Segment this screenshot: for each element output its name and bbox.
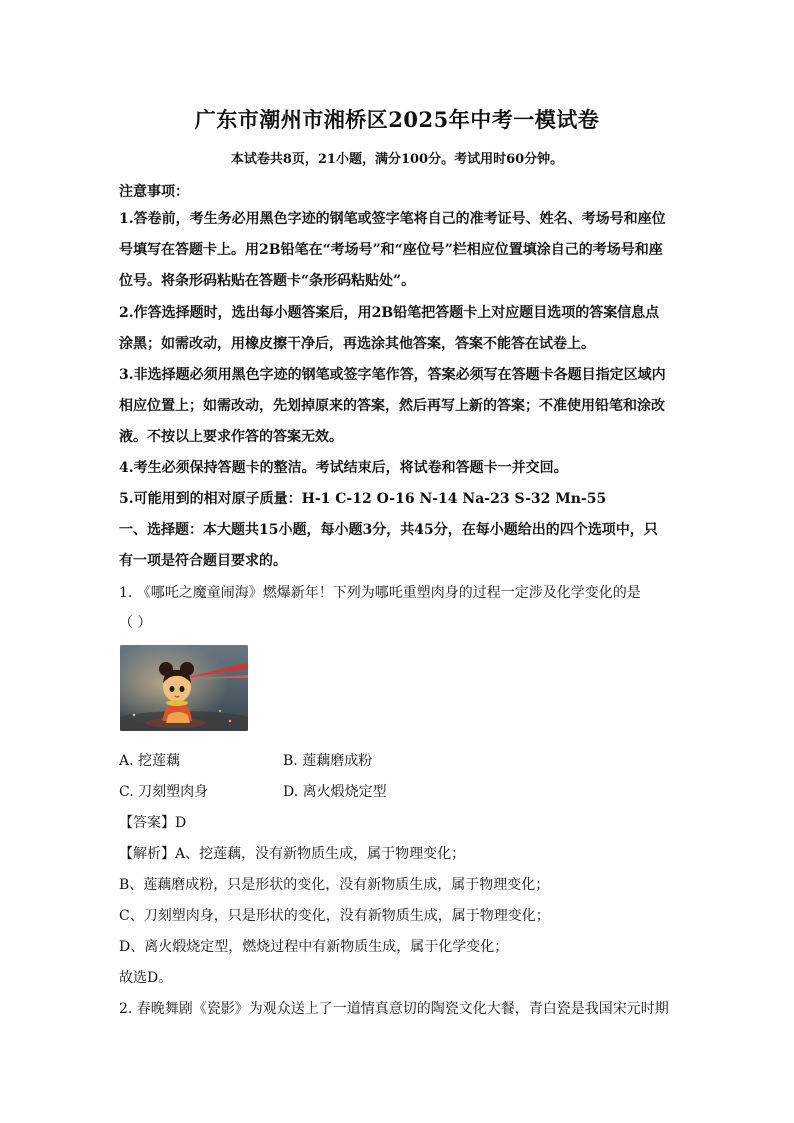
note-line: 液。不按以上要求作答的答案无效。 [119, 429, 343, 445]
section-heading: 有一项是符合题目要求的。 [119, 553, 287, 569]
question-2-stem: 2. 春晚舞剧《瓷影》为观众送上了一道情真意切的陶瓷文化大餐，青白瓷是我国宋元时期 [119, 1001, 669, 1017]
note-line: 3.非选择题必须用黑色字迹的钢笔或签字笔作答，答案必须写在答题卡各题目指定区域内 [119, 367, 666, 383]
notes-heading: 注意事项： [119, 184, 189, 200]
note-line: 4.考生必须保持答题卡的整洁。考试结束后，将试卷和答题卡一并交回。 [119, 460, 568, 476]
option-b: B. 莲藕磨成粉 [283, 753, 373, 769]
question-1-blank: （ ） [119, 615, 152, 631]
option-d: D. 离火煅烧定型 [283, 784, 387, 800]
question-1-stem: 1. 《哪吒之魔童闹海》燃爆新年！下列为哪吒重塑肉身的过程一定涉及化学变化的是 [119, 585, 641, 601]
exam-info: 本试卷共8页，21小题，满分100分。考试用时60分钟。 [230, 152, 564, 167]
nezha-illustration [120, 645, 248, 731]
note-line: 涂黑；如需改动，用橡皮擦干净后，再选涂其他答案，答案不能答在试卷上。 [119, 336, 595, 352]
analysis-line: D、离火煅烧定型，燃烧过程中有新物质生成，属于化学变化； [119, 939, 509, 955]
note-line: 位号。将条形码粘贴在答题卡“条形码粘贴处”。 [119, 273, 416, 289]
note-line: 5.可能用到的相对原子质量：H-1 C-12 O-16 N-14 Na-23 S-32 Mn-55 [119, 491, 607, 507]
analysis-line: C、刀刻塑肉身，只是形状的变化，没有新物质生成，属于物理变化； [119, 908, 550, 924]
option-a: A. 挖莲藕 [119, 753, 181, 769]
page-title: 广东市潮州市湘桥区2025年中考一模试卷 [194, 107, 600, 132]
note-line: 2.作答选择题时，选出每小题答案后，用2B铅笔把答题卡上对应题目选项的答案信息点 [119, 305, 660, 321]
nezha-image [120, 645, 248, 731]
analysis-line: 【解析】A、挖莲藕，没有新物质生成，属于物理变化； [119, 846, 466, 862]
analysis-line: B、莲藕磨成粉，只是形状的变化，没有新物质生成，属于物理变化； [119, 877, 550, 893]
analysis-line: 故选D。 [119, 970, 173, 986]
note-line: 1.答卷前，考生务必用黑色字迹的钢笔或签字笔将自己的准考证号、姓名、考场号和座位 [119, 211, 666, 227]
option-c: C. 刀刻塑肉身 [119, 784, 209, 800]
answer: 【答案】D [119, 815, 187, 831]
section-heading: 一、选择题：本大题共15小题，每小题3分，共45分，在每小题给出的四个选项中，只 [119, 522, 658, 538]
note-line: 号填写在答题卡上。用2B铅笔在“考场号”和“座位号”栏相应位置填涂自己的考场号和座 [119, 242, 663, 258]
note-line: 相应位置上；如需改动，先划掉原来的答案，然后再写上新的答案；不准使用铅笔和涂改 [119, 398, 665, 414]
